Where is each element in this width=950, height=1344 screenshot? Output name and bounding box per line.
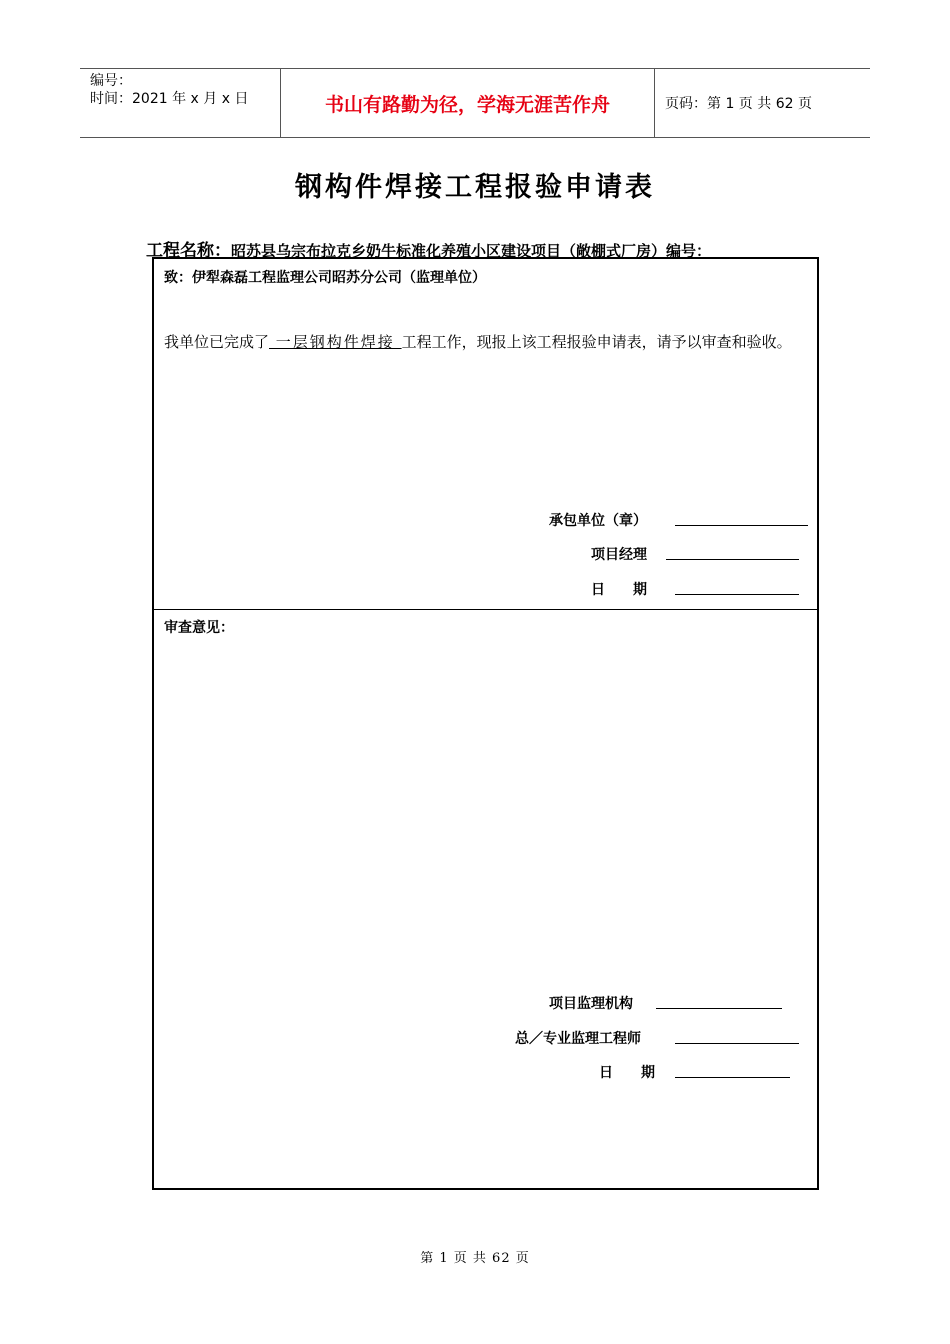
addressee: 致：伊犁森磊工程监理公司昭苏分公司（监理单位）: [164, 270, 486, 286]
manager-signature-line[interactable]: [666, 559, 799, 560]
application-body: [164, 323, 809, 361]
date-line[interactable]: [675, 594, 799, 595]
review-label: 审查意见：: [164, 620, 234, 636]
number-label: 编号：: [90, 73, 132, 89]
work-item-field: 一层钢构件焊接: [269, 333, 402, 351]
page-footer: 第 1 页 共 62 页: [420, 1251, 530, 1266]
review-date-line[interactable]: [675, 1077, 790, 1078]
form-table: [152, 257, 819, 1190]
review-date-label: 日 期: [599, 1065, 655, 1081]
application-section: [154, 259, 817, 610]
engineer-label: 总／专业监理工程师: [515, 1031, 641, 1047]
page-info: 页码：第 1 页 共 62 页: [665, 96, 812, 112]
document-title: 钢构件焊接工程报验申请表: [295, 172, 655, 203]
date-label: 日 期: [591, 582, 647, 598]
header-table: [80, 68, 870, 138]
header-left-cell: [80, 69, 281, 137]
contractor-label: 承包单位（章）: [549, 513, 647, 529]
body-prefix: 我单位已完成了: [164, 333, 270, 351]
contractor-signature-line[interactable]: [675, 525, 808, 526]
supervision-org-line[interactable]: [656, 1008, 782, 1009]
body-suffix: 工程工作，现报上该工程报验申请表，请予以审查和验收。: [401, 333, 792, 351]
motto: 书山有路勤为径，学海无涯苦作舟: [281, 69, 655, 137]
project-label: 工程名称：: [146, 241, 231, 261]
engineer-signature-line[interactable]: [675, 1043, 799, 1044]
supervision-org-label: 项目监理机构: [549, 996, 633, 1012]
manager-label: 项目经理: [591, 547, 647, 563]
date-label: 时间：2021 年 x 月 x 日: [90, 91, 249, 107]
project-value: 昭苏县乌宗布拉克乡奶牛标准化养殖小区建设项目（敞棚式厂房）编号：: [231, 242, 712, 260]
